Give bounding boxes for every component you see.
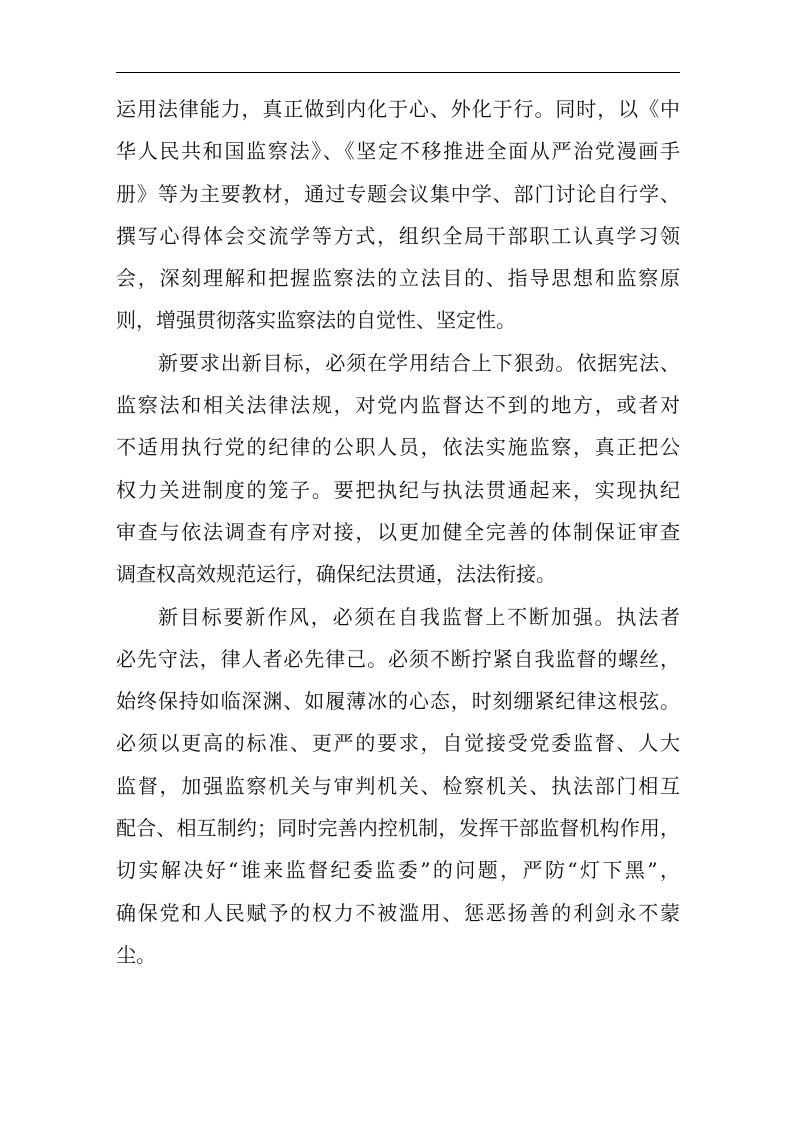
text-line: 监督，加强监察机关与审判机关、检察机关、执法部门相互 <box>116 773 680 798</box>
text-line: 册》等为主要教材，通过专题会议集中学、部门讨论自行学、 <box>116 181 680 206</box>
text-line: 调查权高效规范运行，确保纪法贯通，法法衔接。 <box>116 562 556 587</box>
text-line: 不适用执行党的纪律的公职人员，依法实施监察，真正把公 <box>116 435 680 460</box>
text-line: 运用法律能力，真正做到内化于心、外化于行。同时，以《中 <box>116 97 680 121</box>
text-line: 华人民共和国监察法》、《坚定不移推进全面从严治党漫画手 <box>116 139 680 164</box>
text-line: 撰写心得体会交流学等方式，组织全局干部职工认真学习领 <box>116 223 680 248</box>
text-line: 始终保持如临深渊、如履薄冰的心态，时刻绷紧纪律这根弦。 <box>116 689 680 714</box>
body-text <box>116 88 680 976</box>
text-line: 权力关进制度的笼子。要把执纪与执法贯通起来，实现执纪 <box>116 477 680 502</box>
text-line: 必须以更高的标准、更严的要求，自觉接受党委监督、人大 <box>116 731 680 756</box>
text-line: 审查与依法调查有序对接，以更加健全完善的体制保证审查 <box>116 519 680 544</box>
text-line: 切实解决好“谁来监督纪委监委”的问题，严防“灯下黑”， <box>116 858 680 883</box>
text-line: 新目标要新作风，必须在自我监督上不断加强。执法者 <box>158 604 680 629</box>
text-line: 会，深刻理解和把握监察法的立法目的、指导思想和监察原 <box>116 266 680 291</box>
text-line: 必先守法，律人者必先律己。必须不断拧紧自我监督的螺丝， <box>116 646 680 671</box>
text-line: 尘。 <box>116 942 156 967</box>
text-line: 新要求出新目标，必须在学用结合上下狠劲。依据宪法、 <box>158 350 680 375</box>
text-line: 确保党和人民赋予的权力不被滥用、惩恶扬善的利剑永不蒙 <box>116 900 680 925</box>
text-line: 配合、相互制约；同时完善内控机制，发挥干部监督机构作用， <box>116 816 680 841</box>
text-line: 则，增强贯彻落实监察法的自觉性、坚定性。 <box>116 308 516 333</box>
text-line: 监察法和相关法律法规，对党内监督达不到的地方，或者对 <box>116 393 680 418</box>
header-rule <box>116 72 680 73</box>
